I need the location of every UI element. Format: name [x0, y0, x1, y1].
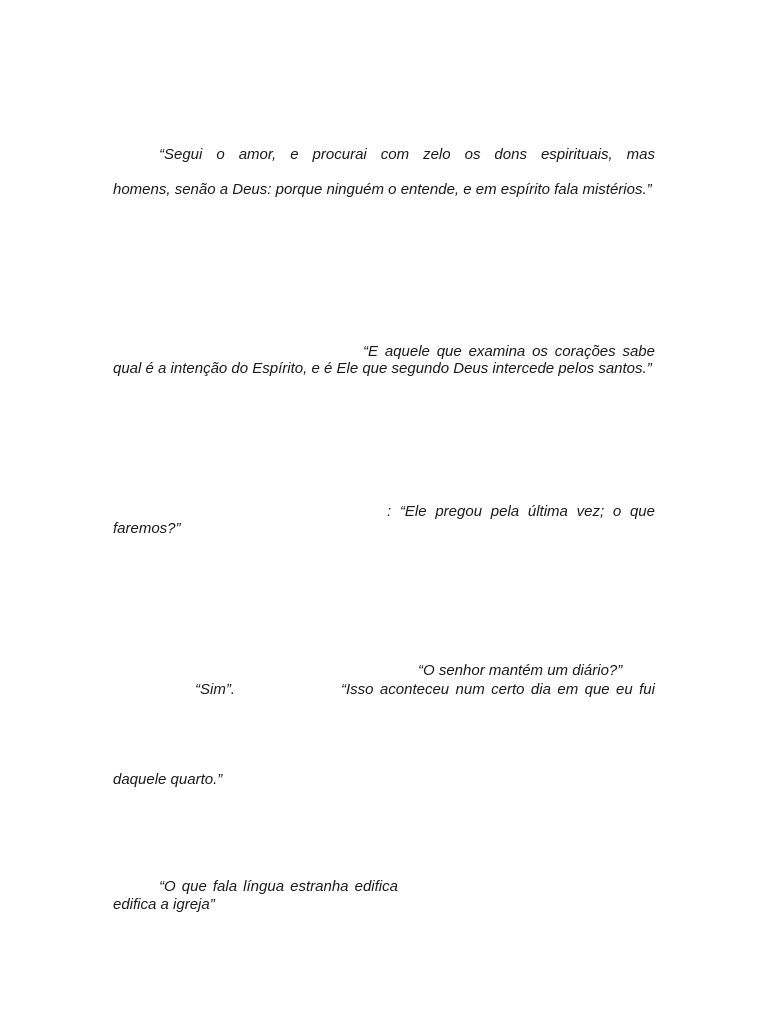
quote-3-line-2: faremos?” [113, 520, 181, 537]
quote-4-sim: “Sim”. [195, 681, 235, 698]
quote-5-line-2: edifica a igreja” [113, 896, 215, 913]
quote-4-line-3: daquele quarto.” [113, 771, 223, 788]
quote-2-line-2: qual é a intenção do Espírito, e é Ele que segundo Deus intercede pelos santos.” [113, 360, 652, 377]
quote-1-line-2: homens, senão a Deus: porque ninguém o entende, e em espírito fala mistérios.” [113, 181, 652, 198]
quote-5-line-1: “O que fala língua estranha edifica [159, 878, 398, 895]
quote-1-line-1: “Segui o amor, e procurai com zelo os dons espirituais, mas [159, 146, 655, 163]
quote-3-line-1: : “Ele pregou pela última vez; o que [387, 503, 655, 520]
quote-2-line-1: “E aquele que examina os corações sabe [363, 343, 655, 360]
quote-4-line-1: “O senhor mantém um diário?” [418, 662, 623, 679]
quote-4-line-2: “Isso aconteceu num certo dia em que eu fui [341, 681, 655, 698]
